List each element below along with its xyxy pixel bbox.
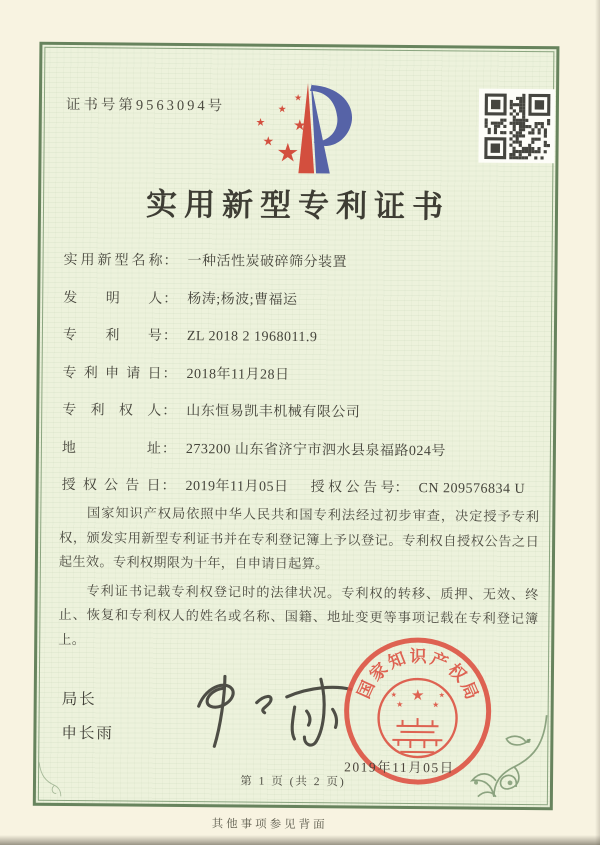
field-colon: ： [161,478,176,494]
svg-text:★: ★ [293,116,307,135]
field-value: 杨涛;杨波;曹福运 [187,291,298,308]
field-value: 一种活性炭破碎筛分装置 [187,254,348,271]
svg-text:家: 家 [366,659,392,685]
field-colon: ： [162,403,177,419]
certificate-fields [61,249,534,516]
svg-text:★: ★ [276,138,300,169]
field-value: ZL 2018 2 1968011.9 [186,329,318,346]
field-label: 专利申请日 [62,365,163,382]
patent-office-logo-icon [242,77,361,186]
svg-text:★: ★ [262,134,275,150]
certificate-title: 实用新型专利证书 [145,186,451,225]
legal-paragraph-2: 专利证书记载专利权登记时的法律状况。专利权的转移、质押、无效、终止、恢复和专利权人的姓名或名称、国籍、地址变更等事项记载在专利登记簿上。 [58,582,539,647]
field-row-patent-number [63,324,534,348]
field-value: 山东恒易凯丰机械有限公司 [186,404,361,421]
svg-text:★: ★ [432,700,440,710]
qr-code-icon [478,89,555,164]
svg-text:★: ★ [294,93,303,104]
field-row-name [63,249,534,273]
page-number: 第 1 页 (共 2 页) [240,775,346,789]
scan-edge [595,0,600,845]
field-row-filing-date [63,361,534,385]
field-label: 实用新型名称 [63,252,164,269]
field-label: 发明人 [63,290,164,307]
field-colon: ： [163,291,178,307]
field-value: 2018年11月28日 [186,366,290,383]
grant-number-group [310,476,525,498]
svg-text:局: 局 [457,678,482,703]
field-value: 2019年11月05日 [185,479,289,495]
signer-name: 申长雨 [61,724,115,743]
field-row-grant [62,474,533,498]
field-label: 授权公告日 [61,477,162,494]
svg-text:产: 产 [427,648,451,673]
certificate-frame [33,42,560,811]
back-note: 其他事项参见背面 [211,818,328,832]
svg-text:★: ★ [410,686,425,705]
field-label: 地址 [61,440,162,457]
svg-text:★: ★ [255,115,266,129]
corner-flourish-icon [452,712,549,805]
corner-flourish-icon [38,757,82,801]
svg-text:★: ★ [390,690,397,699]
field-value: CN 209576834 U [418,481,526,497]
field-colon: ： [162,366,177,382]
field-colon: ： [163,253,178,269]
seal-date: 2019年11月05日 [344,759,455,776]
field-row-inventors [63,286,534,310]
field-label: 授权公告号 [310,480,395,496]
certificate-sheet [33,42,562,839]
signer-block [61,687,114,755]
field-value: 273200 山东省济宁市泗水县泉福路024号 [185,441,446,459]
svg-text:权: 权 [444,660,470,686]
field-row-address [62,436,533,460]
scan-edge [0,835,600,845]
svg-text:★: ★ [396,699,404,709]
svg-text:国: 国 [354,677,379,702]
svg-text:★: ★ [438,691,445,700]
svg-text:识: 识 [409,646,427,667]
field-row-patentee [62,399,533,423]
signer-title: 局长 [61,690,97,709]
certificate-number: 证书号第9563094号 [65,96,226,115]
field-colon: ： [161,441,176,457]
field-colon: ： [394,480,409,496]
field-label: 专利权人 [62,402,163,419]
commissioner-signature [182,668,361,766]
field-label: 专利号 [62,327,163,344]
svg-text:★: ★ [277,104,287,116]
legal-paragraph-1: 国家知识产权局依照中华人民共和国专利法经过初步审查，决定授予专利权，颁发实用新型专利证书并在专利登记簿上予以登记。专利权自授权公告之日起生效。专利权期限为十年，自申请日起算。 [58,505,540,572]
field-colon: ： [162,328,177,344]
svg-text:知: 知 [385,648,409,673]
